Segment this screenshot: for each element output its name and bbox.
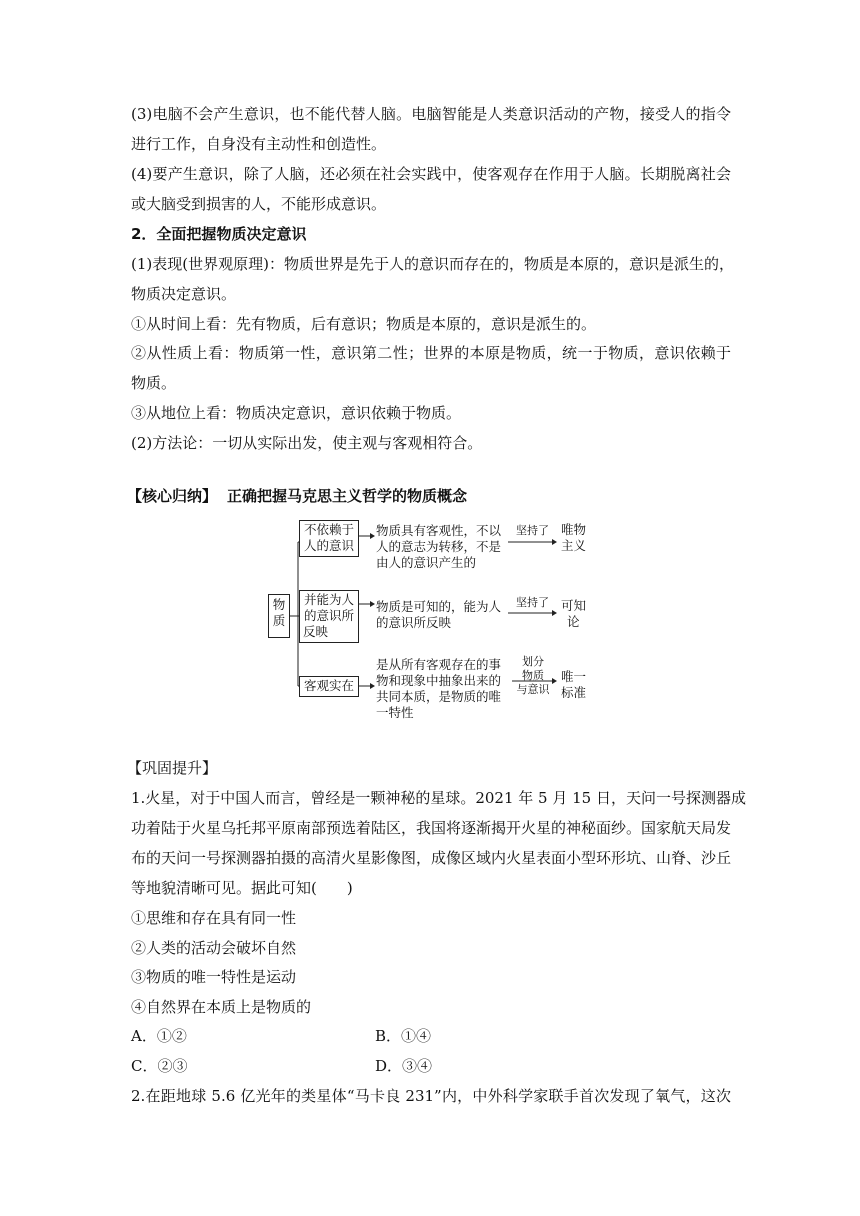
- result-knowability: [561, 598, 586, 630]
- matter-concept-diagram: [264, 514, 604, 724]
- branch-2-line-2: 的意识所: [303, 608, 354, 623]
- core-summary-title: 正确把握马克思主义哲学的物质概念: [227, 487, 468, 505]
- option-c[interactable]: C．②③: [131, 1057, 188, 1075]
- result-materialism: [561, 522, 586, 554]
- branch-3-label: 客观实在: [303, 678, 354, 693]
- desc-2-line-1: 物质是可知的，能为人: [376, 599, 502, 614]
- consolidate-heading: 【巩固提升】: [127, 759, 218, 777]
- arrow-label-1: 坚持了: [516, 524, 549, 537]
- option-a[interactable]: A．①②: [131, 1027, 187, 1045]
- paragraph-3-line-2: 进行工作，自身没有主动性和创造性。: [131, 135, 387, 153]
- branch-1-line-2: 人的意识: [303, 538, 354, 553]
- root-box-matter: [268, 594, 290, 638]
- circle-item-1: ①从时间上看：先有物质，后有意识；物质是本原的，意识是派生的。: [131, 315, 597, 333]
- question-1-line-1: 1.火星，对于中国人而言，曾经是一颗神秘的星球。2021 年 5 月 15 日，天问一号探测器成: [131, 789, 746, 807]
- desc-objectivity: [376, 523, 501, 571]
- desc-3-line-3: 共同本质，是物质的唯: [376, 689, 502, 704]
- circle-item-2-line-2: 物质。: [131, 374, 177, 392]
- arrow-label-3-line-3: 与意识: [516, 683, 550, 696]
- branch-box-reflectable: [299, 590, 359, 643]
- desc-knowable: [376, 599, 501, 631]
- arrow-label-2: 坚持了: [516, 596, 549, 609]
- branch-2-line-1: 并能为人: [303, 592, 354, 607]
- question-2-line-1: 2.在距地球 5.6 亿光年的类星体“马卡良 231”内，中外科学家联手首次发现了氧气，这次: [131, 1087, 731, 1105]
- option-b[interactable]: B．①④: [375, 1027, 432, 1045]
- branch-box-independent: [299, 520, 359, 557]
- paragraph-4-line-1: (4)要产生意识，除了人脑，还必须在社会实践中，使客观存在作用于人脑。长期脱离社会: [131, 165, 731, 183]
- section-heading: 2．全面把握物质决定意识: [131, 225, 307, 243]
- core-summary-tag: 【核心归纳】: [127, 487, 218, 505]
- branch-1-line-1: 不依赖于: [303, 522, 354, 537]
- option-d[interactable]: D．③④: [375, 1057, 433, 1075]
- arrow-label-3-line-1: 划分: [522, 655, 544, 668]
- statement-3: ③物质的唯一特性是运动: [131, 968, 297, 986]
- desc-3-line-2: 物和现象中抽象出来的: [376, 673, 502, 688]
- desc-1-line-2: 人的意志为转移，不是: [376, 539, 502, 554]
- statement-4: ④自然界在本质上是物质的: [131, 998, 312, 1016]
- desc-1-line-3: 由人的意识产生的: [376, 555, 477, 570]
- section-1-line-2: 物质决定意识。: [131, 285, 237, 303]
- paragraph-4-line-2: 或大脑受到损害的人，不能形成意识。: [131, 195, 387, 213]
- branch-box-objective-reality: [299, 676, 359, 697]
- core-summary-heading: [127, 486, 467, 506]
- question-1-line-2: 功着陆于火星乌托邦平原南部预选着陆区，我国将逐渐揭开火星的神秘面纱。国家航天局发: [131, 819, 732, 837]
- question-1-line-3: 布的天问一号探测器拍摄的高清火星影像图，成像区域内火星表面小型环形坑、山脊、沙丘: [131, 849, 732, 867]
- result-1-line-2: 主义: [561, 538, 587, 553]
- desc-2-line-2: 的意识所反映: [376, 615, 452, 630]
- circle-item-3: ③从地位上看：物质决定意识，意识依赖于物质。: [131, 404, 462, 422]
- root-label-line-1: 物: [272, 597, 286, 612]
- desc-3-line-4: 一特性: [376, 705, 414, 720]
- result-3-line-2: 标准: [561, 685, 587, 700]
- question-1-line-4: 等地貌清晰可见。据此可知( ): [131, 879, 353, 897]
- circle-item-2-line-1: ②从性质上看：物质第一性，意识第二性；世界的本原是物质，统一于物质，意识依赖于: [131, 344, 731, 362]
- desc-3-line-1: 是从所有客观存在的事: [376, 657, 502, 672]
- desc-common-essence: [376, 657, 501, 721]
- section-2-method: (2)方法论：一切从实际出发，使主观与客观相符合。: [131, 434, 483, 452]
- result-sole-criterion: [561, 669, 586, 701]
- arrow-label-3: [514, 655, 552, 697]
- result-2-line-1: 可知: [561, 598, 587, 613]
- branch-2-line-3: 反映: [303, 624, 329, 639]
- arrow-label-3-line-2: 物质: [522, 669, 544, 682]
- root-label-line-2: 质: [272, 613, 286, 628]
- result-2-line-2: 论: [567, 614, 580, 629]
- section-1-line-1: (1)表现(世界观原理)：物质世界是先于人的意识而存在的，物质是本原的，意识是派生的，: [131, 255, 734, 273]
- statement-2: ②人类的活动会破坏自然: [131, 939, 297, 957]
- statement-1: ①思维和存在具有同一性: [131, 909, 297, 927]
- paragraph-3-line-1: (3)电脑不会产生意识，也不能代替人脑。电脑智能是人类意识活动的产物，接受人的指令: [131, 105, 731, 123]
- result-3-line-1: 唯一: [561, 669, 587, 684]
- desc-1-line-1: 物质具有客观性，不以: [376, 523, 502, 538]
- result-1-line-1: 唯物: [561, 522, 587, 537]
